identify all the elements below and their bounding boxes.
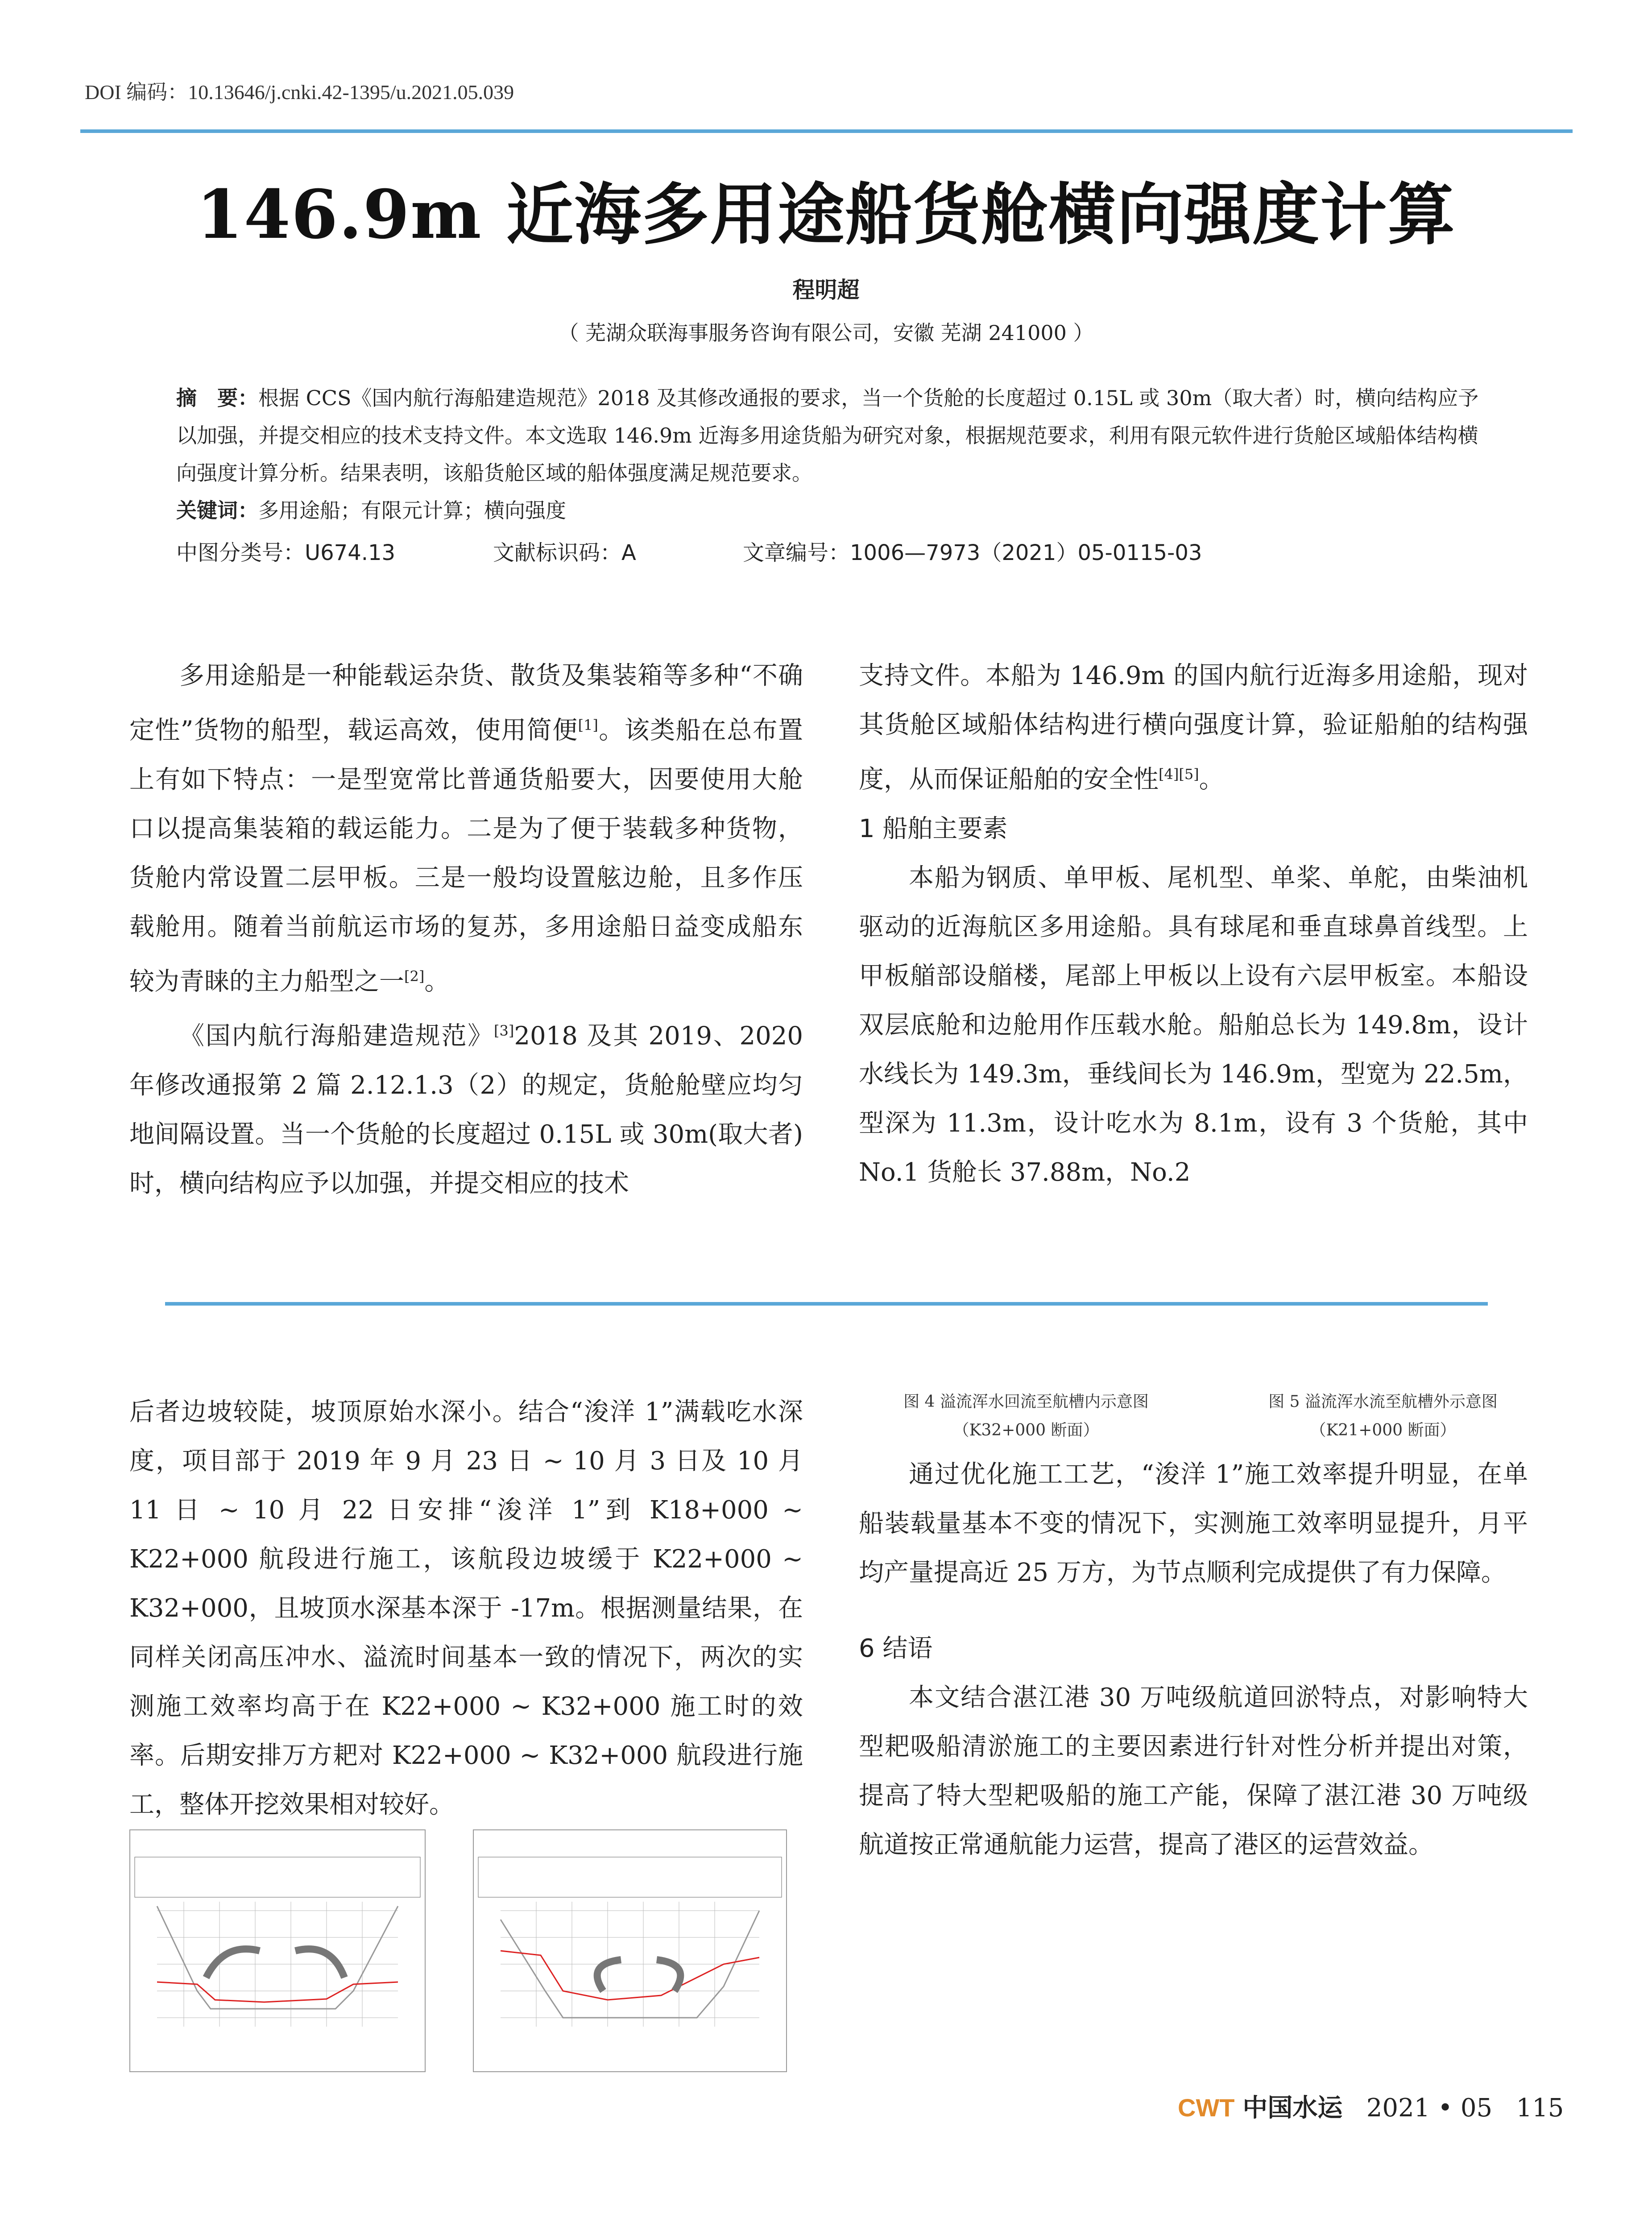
- paragraph: 后者边坡较陡，坡顶原始水深小。结合“浚洋 1”满载吃水深度，项目部于 2019 年 9 月 23 日 ~ 10 月 3 日及 10 月 11 日 ~ 10 月 22 日安排“浚洋 1”到 K18+000 ~ K22+000 航段进行施工，该航段边坡缓于 K22+000 ~ K32+000，且坡顶水深基本深于 -17m。根据测量结果，在同样关闭高压冲水、溢流时间基本一致的情况下，两次的实测施工效率均高于在 K22+000 ~ K32+000 施工时的效率。后期安排万方耙对 K22+000 ~ K32+000 航段进行施工，整体开挖效果相对较好。: [129, 1397, 803, 1819]
- figure-4-cross-section: [129, 1829, 426, 2072]
- paragraph: 本船为钢质、单甲板、尾机型、单桨、单舵，由柴油机驱动的近海航区多用途船。具有球尾和垂直球鼻首线型。上甲板艏部设艏楼，尾部上甲板以上设有六层甲板室。本船设双层底舱和边舱用作压载水舱。船舶总长为 149.8m，设计水线长为 149.3m，垂线间长为 146.9m，型宽为 22.5m，型深为 11.3m，设计吃水为 8.1m，设有 3 个货舱，其中 No.1 货舱长 37.88m，No.2: [859, 863, 1528, 1187]
- section-heading: 1 船舶主要素: [859, 814, 1008, 843]
- citation: [2]: [404, 967, 425, 985]
- figure-4-caption: [857, 1388, 1196, 1445]
- text: 。该类船在总布置上有如下特点：一是型宽常比普通货船要大，因要使用大舱口以提高集装箱的载运能力。二是为了便于装载多种货物，货舱内常设置二层甲板。三是一般均设置舷边舱，且多作压载舱用。随着当前航运市场的复苏，多用途船日益变成船东较为青睐的主力船型之一: [129, 716, 803, 996]
- caption-line: 图 4 溢流浑水回流至航槽内示意图: [903, 1393, 1149, 1411]
- citation: [4][5]: [1159, 766, 1199, 783]
- caption-line: （K21+000 断面）: [1310, 1421, 1456, 1439]
- keywords-text: 多用途船；有限元计算；横向强度: [258, 498, 566, 523]
- citation: [3]: [494, 1022, 514, 1040]
- journal-logo: CWT: [1178, 2094, 1235, 2122]
- text: 。: [1199, 765, 1224, 794]
- text: 支持文件。本船为 146.9m 的国内航行近海多用途船，现对其货舱区域船体结构进行横向强度计算，验证船舶的结构强度，从而保证船舶的安全性: [859, 661, 1528, 794]
- citation: [1]: [578, 717, 598, 734]
- abstract-text: 根据 CCS《国内航行海船建造规范》2018 及其修改通报的要求，当一个货舱的长度超过 0.15L 或 30m（取大者）时，横向结构应予以加强，并提交相应的技术支持文件。本文选取 146.9m 近海多用途货船为研究对象，根据规范要求，利用有限元软件进行货舱区域船体结构横向强度计算分析。结果表明，该船货舱区域的船体强度满足规范要求。: [176, 386, 1479, 485]
- figure-5-caption: [1213, 1388, 1553, 1445]
- paragraph: [859, 651, 1528, 804]
- article-number: 文章编号：1006—7973（2021）05-0115-03: [743, 540, 1202, 565]
- bottom-right-column: [859, 1450, 1528, 1870]
- caption-line: 图 5 溢流浑水流至航槽外示意图: [1268, 1393, 1498, 1411]
- page-number: 115: [1516, 2094, 1564, 2123]
- doi-line: DOI 编码：10.13646/j.cnki.42-1395/u.2021.05.039: [85, 81, 514, 104]
- paragraph: [129, 651, 803, 1006]
- affiliation: （ 芜湖众联海事服务咨询有限公司，安徽 芜湖 241000 ）: [558, 321, 1094, 345]
- keywords: [176, 494, 566, 524]
- abstract: [176, 379, 1483, 492]
- figure-5-cross-section: [473, 1829, 787, 2072]
- journal-name: 中国水运: [1242, 2094, 1343, 2123]
- keywords-label: 关键词：: [176, 498, 258, 523]
- bottom-left-column: [129, 1388, 803, 1829]
- text: 多用途船是一种能载运杂货、散货及集装箱等多种“不确定性”货物的船型，载运高效，使用简便: [129, 661, 803, 745]
- top-left-column: [129, 651, 803, 1208]
- top-right-column: [859, 651, 1528, 1197]
- paragraph: [129, 1006, 803, 1208]
- text: 《国内航行海船建造规范》: [179, 1021, 494, 1051]
- issue-number: 2021 • 05: [1366, 2094, 1493, 2123]
- text: 。: [424, 967, 450, 996]
- section-heading: 6 结语: [859, 1634, 933, 1663]
- paper-title: 146.9m 近海多用途船货舱横向强度计算: [196, 175, 1456, 254]
- clc-number: 中图分类号：U674.13: [176, 540, 396, 565]
- paragraph: 通过优化施工工艺，“浚洋 1”施工效率提升明显，在单船装载量基本不变的情况下，实测施工效率明显提升，月平均产量提高近 25 万方，为节点顺利完成提供了有力保障。: [859, 1460, 1528, 1587]
- paragraph: 本文结合湛江港 30 万吨级航道回淤特点，对影响特大型耙吸船清淤施工的主要因素进行针对性分析并提出对策，提高了特大型耙吸船的施工产能，保障了湛江港 30 万吨级航道按正常通航能力运营，提高了港区的运营效益。: [859, 1683, 1528, 1859]
- page-footer: [1178, 2088, 1564, 2124]
- author: 程明超: [792, 277, 860, 303]
- abstract-label: 摘 要：: [176, 386, 258, 410]
- header-rule: [80, 129, 1573, 133]
- text: 2018 及其 2019、2020 年修改通报第 2 篇 2.12.1.3（2）的规定，货舱舱壁应均匀地间隔设置。当一个货舱的长度超过 0.15L 或 30m(取大者)时，横向结构应予以加强，并提交相应的技术: [129, 1021, 803, 1198]
- section-divider: [165, 1302, 1488, 1306]
- caption-line: （K32+000 断面）: [953, 1421, 1099, 1439]
- figure-background: [130, 1830, 425, 2071]
- document-code: 文献标识码：A: [493, 540, 636, 565]
